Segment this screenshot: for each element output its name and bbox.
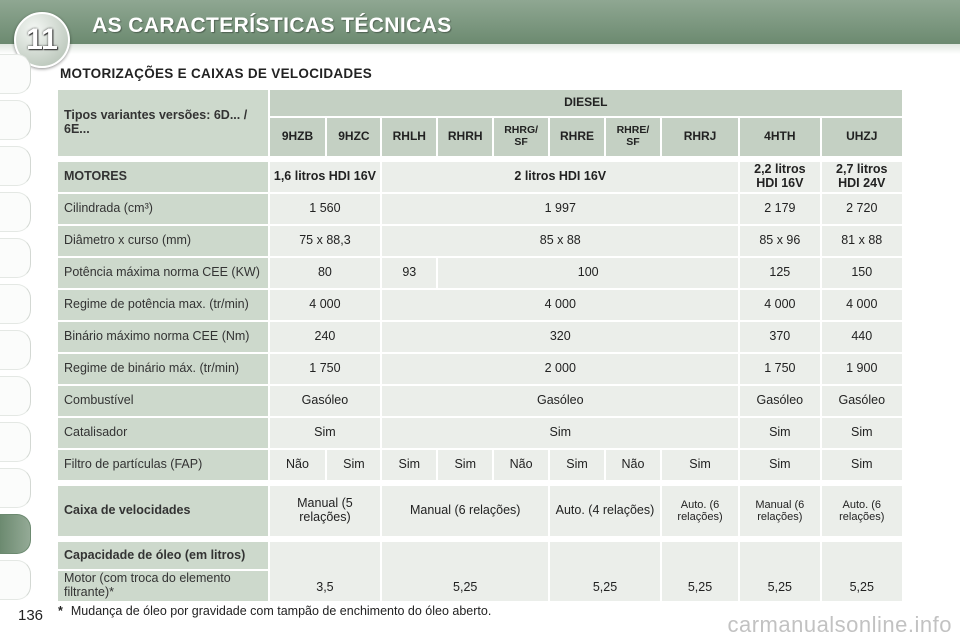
oil-label: Capacidade de óleo (em litros) xyxy=(58,542,268,569)
cell-fuel-16: Gasóleo xyxy=(270,386,381,416)
chapter-tab-11[interactable] xyxy=(0,514,31,554)
oil-rhlh-rhrg: 5,25 xyxy=(382,542,548,601)
header-fade xyxy=(0,44,960,54)
oil-rhre-rhresf: 5,25 xyxy=(550,542,660,601)
cell-bore-22: 85 x 96 xyxy=(740,226,819,256)
footnote-marker: * xyxy=(58,604,63,618)
row-label-bore: Diâmetro x curso (mm) xyxy=(58,226,268,256)
chapter-tab-8[interactable] xyxy=(0,376,31,416)
row-label-catalyst: Catalisador xyxy=(58,418,268,448)
cell-displacement-27: 2 720 xyxy=(822,194,903,224)
cell-torque-20: 320 xyxy=(382,322,738,352)
gearbox-9hzb-9hzc: Manual (5 relações) xyxy=(270,486,381,536)
chapter-tab-7[interactable] xyxy=(0,330,31,370)
chapter-tab-9[interactable] xyxy=(0,422,31,462)
cell-torque-rpm-22: 1 750 xyxy=(740,354,819,384)
gearbox-label: Caixa de velocidades xyxy=(58,486,268,536)
page-title: AS CARACTERÍSTICAS TÉCNICAS xyxy=(92,14,452,37)
chapter-tab-10[interactable] xyxy=(0,468,31,508)
chapter-tab-1[interactable] xyxy=(0,54,31,94)
chapter-tab-2[interactable] xyxy=(0,100,31,140)
cell-bore-16: 75 x 88,3 xyxy=(270,226,381,256)
cell-torque-22: 370 xyxy=(740,322,819,352)
cell-fap-rhre: Sim xyxy=(550,450,604,480)
cell-torque-16: 240 xyxy=(270,322,381,352)
page-number: 136 xyxy=(18,607,44,624)
cell-torque-rpm-27: 1 900 xyxy=(822,354,903,384)
cell-fap-rhlh: Sim xyxy=(382,450,436,480)
cell-power-rpm-27: 4 000 xyxy=(822,290,903,320)
watermark: carmanualsonline.info xyxy=(727,612,952,637)
code-uhzj: UHZJ xyxy=(822,118,903,156)
code-rhre: RHRE xyxy=(550,118,604,156)
code-rhlh: RHLH xyxy=(382,118,436,156)
cell-torque-rpm-20: 2 000 xyxy=(382,354,738,384)
cell-catalyst-22: Sim xyxy=(740,418,819,448)
cell-catalyst-20: Sim xyxy=(382,418,738,448)
cell-power-rpm-22: 4 000 xyxy=(740,290,819,320)
code-rhrj: RHRJ xyxy=(662,118,738,156)
code-rhrh: RHRH xyxy=(438,118,492,156)
cell-power-16: 80 xyxy=(270,258,381,288)
fuel-group-header: DIESEL xyxy=(270,90,902,116)
oil-sublabel: Motor (com troca do elemento filtrante)* xyxy=(58,571,268,601)
row-label-torque-rpm: Regime de binário máx. (tr/min) xyxy=(58,354,268,384)
cell-fap-4hth: Sim xyxy=(740,450,819,480)
engine-2-7-hdi: 2,7 litros HDI 24V xyxy=(822,162,903,192)
gearbox-rhrj: Auto. (6 relações) xyxy=(662,486,738,536)
cell-displacement-16: 1 560 xyxy=(270,194,381,224)
oil-uhzj: 5,25 xyxy=(822,542,903,601)
chapter-tab-12[interactable] xyxy=(0,560,31,600)
row-label-power-rpm: Regime de potência max. (tr/min) xyxy=(58,290,268,320)
variants-label: Tipos variantes versões: 6D... / 6E... xyxy=(58,90,268,156)
cell-fuel-27: Gasóleo xyxy=(822,386,903,416)
chapter-tab-6[interactable] xyxy=(0,284,31,324)
cell-fap-9hzb: Não xyxy=(270,450,326,480)
code-9hzc: 9HZC xyxy=(327,118,380,156)
cell-power-22: 125 xyxy=(740,258,819,288)
spec-table xyxy=(56,88,904,603)
cell-fuel-20: Gasóleo xyxy=(382,386,738,416)
gearbox-rhre-rhresf: Auto. (4 relações) xyxy=(550,486,660,536)
row-label-fap: Filtro de partículas (FAP) xyxy=(58,450,268,480)
footnote xyxy=(58,604,491,618)
cell-fap-rhrj: Sim xyxy=(662,450,738,480)
code-rhre-sf: RHRE/ SF xyxy=(606,118,660,156)
cell-torque-27: 440 xyxy=(822,322,903,352)
cell-power-20a: 93 xyxy=(382,258,436,288)
gearbox-uhzj: Auto. (6 relações) xyxy=(822,486,903,536)
cell-fap-rhre-sf: Não xyxy=(606,450,660,480)
cell-bore-20: 85 x 88 xyxy=(382,226,738,256)
cell-catalyst-16: Sim xyxy=(270,418,381,448)
chapter-tab-rail xyxy=(0,54,30,614)
row-label-fuel: Combustível xyxy=(58,386,268,416)
cell-fap-uhzj: Sim xyxy=(822,450,903,480)
code-4hth: 4HTH xyxy=(740,118,819,156)
oil-rhrj: 5,25 xyxy=(662,542,738,601)
row-label-power: Potência máxima norma CEE (KW) xyxy=(58,258,268,288)
cell-power-rpm-16: 4 000 xyxy=(270,290,381,320)
cell-fap-rhrg-sf: Não xyxy=(494,450,548,480)
oil-9hzb-9hzc: 3,5 xyxy=(270,542,381,601)
cell-fap-9hzc: Sim xyxy=(327,450,380,480)
cell-torque-rpm-16: 1 750 xyxy=(270,354,381,384)
cell-bore-27: 81 x 88 xyxy=(822,226,903,256)
cell-power-27: 150 xyxy=(822,258,903,288)
section-title: MOTORIZAÇÕES E CAIXAS DE VELOCIDADES xyxy=(60,66,373,81)
cell-fuel-22: Gasóleo xyxy=(740,386,819,416)
engine-1-6-hdi: 1,6 litros HDI 16V xyxy=(270,162,381,192)
oil-4hth: 5,25 xyxy=(740,542,819,601)
row-label-torque: Binário máximo norma CEE (Nm) xyxy=(58,322,268,352)
chapter-tab-3[interactable] xyxy=(0,146,31,186)
chapter-number: 11 xyxy=(26,23,58,56)
chapter-tab-4[interactable] xyxy=(0,192,31,232)
code-9hzb: 9HZB xyxy=(270,118,326,156)
cell-catalyst-27: Sim xyxy=(822,418,903,448)
cell-displacement-22: 2 179 xyxy=(740,194,819,224)
cell-displacement-20: 1 997 xyxy=(382,194,738,224)
cell-fap-rhrh: Sim xyxy=(438,450,492,480)
gearbox-4hth: Manual (6 relações) xyxy=(740,486,819,536)
cell-power-20b: 100 xyxy=(438,258,738,288)
code-rhrg-sf: RHRG/ SF xyxy=(494,118,548,156)
engines-label: MOTORES xyxy=(58,162,268,192)
footnote-text: Mudança de óleo por gravidade com tampão de enchimento do óleo aberto. xyxy=(70,604,492,618)
engine-2-0-hdi: 2 litros HDI 16V xyxy=(382,162,738,192)
chapter-tab-5[interactable] xyxy=(0,238,31,278)
row-label-displacement: Cilindrada (cm³) xyxy=(58,194,268,224)
gearbox-rhlh-rhrg: Manual (6 relações) xyxy=(382,486,548,536)
cell-power-rpm-20: 4 000 xyxy=(382,290,738,320)
engine-2-2-hdi: 2,2 litros HDI 16V xyxy=(740,162,819,192)
